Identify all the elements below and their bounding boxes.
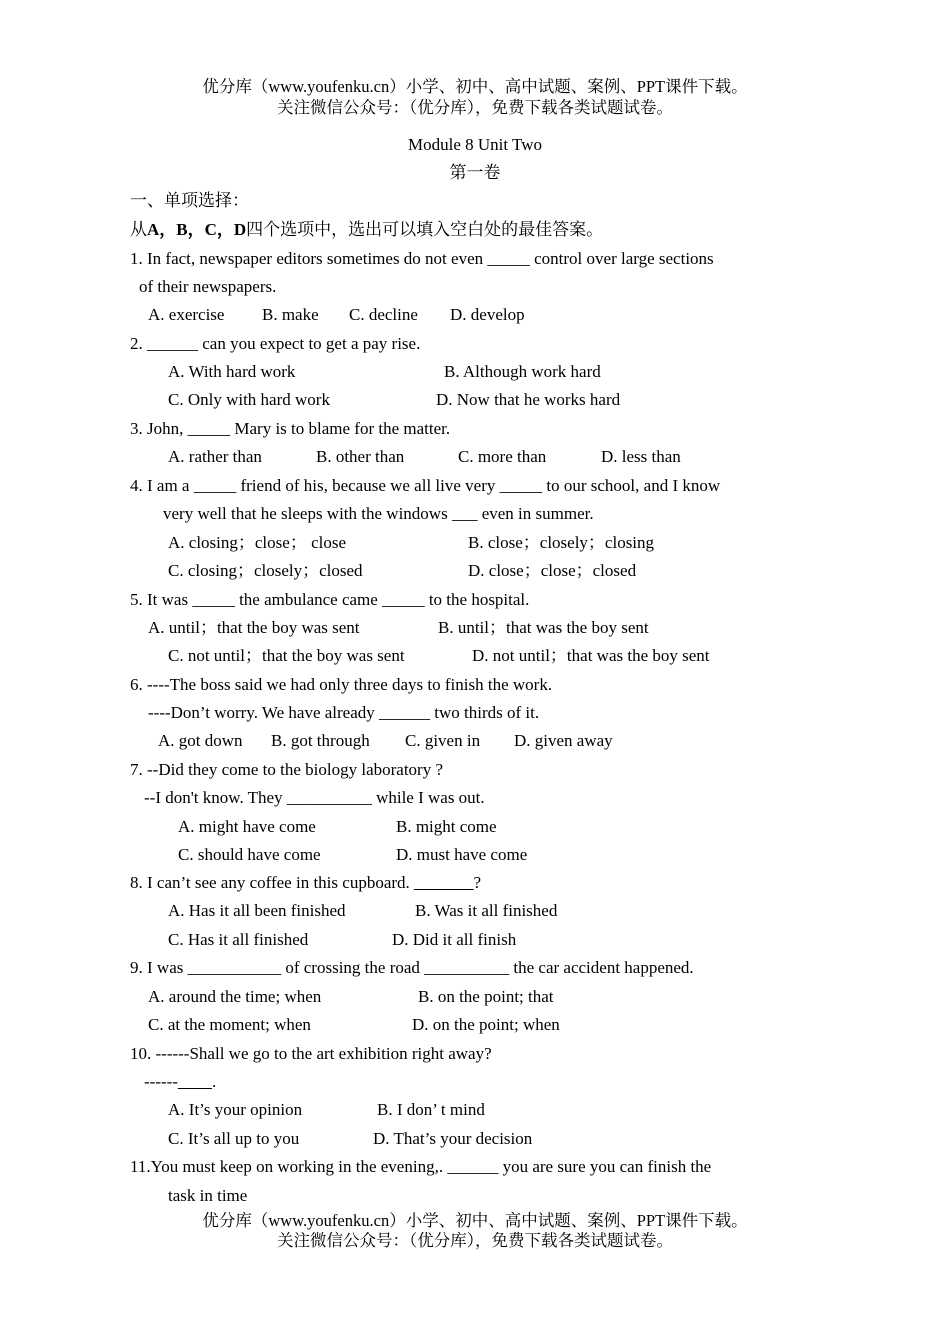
question-8-text [130,873,481,893]
question-8-option-c: C. Has it all finished [168,930,309,949]
question-4-text-cont: very well that he sleeps with the windows ___ even in summer. [163,504,594,523]
question-3-text: 3. John, _____ Mary is to blame for the matter. [130,419,451,438]
question-11-text: 11.You must keep on working in the evening,. ______ you are sure you can finish the [130,1157,712,1176]
question-5-text: 5. It was _____ the ambulance came _____ to the hospital. [130,590,530,609]
question-1-option-b: B. make [262,305,319,324]
question-1-option-c: C. decline [349,305,418,324]
section-instruction [130,220,603,240]
question-7-option-a: A. might have come [178,817,316,836]
question-10-option-b: B. I don’ t mind [377,1100,485,1119]
question-3-option-d: D. less than [601,447,681,466]
question-7-text: 7. --Did they come to the biology laboratory ? [130,760,443,779]
question-6-option-a: A. got down [158,731,243,750]
question-10-blank: ____ [177,1072,212,1091]
question-1-text-cont: of their newspapers. [139,277,277,296]
question-2-option-c: C. Only with hard work [168,390,330,409]
question-10-option-d: D. That’s your decision [373,1129,533,1148]
question-3-option-b: B. other than [316,447,405,466]
question-10-text-cont [144,1072,216,1092]
instruction-letters: A，B，C，D [147,220,247,239]
question-7-option-b: B. might come [396,817,497,836]
volume-label: 第一卷 [449,163,501,182]
question-2-text: 2. ______ can you expect to get a pay rise. [130,334,421,353]
question-9-text: 9. I was ___________ of crossing the road __________ the car accident happened. [130,958,694,977]
question-8-blank: _______ [414,873,474,892]
instruction-post: 四个选项中，选出可以填入空白处的最佳答案。 [246,220,604,239]
question-5-option-c: C. not until；that the boy was sent [168,646,405,665]
question-8-end: ? [473,873,482,892]
question-11-text-cont: task in time [168,1186,248,1205]
question-8-option-b: B. Was it all finished [415,901,558,920]
question-5-option-a: A. until；that the boy was sent [148,618,360,637]
question-9-option-b: B. on the point; that [418,987,554,1006]
footer-line-2: 关注微信公众号：（优分库），免费下载各类试题试卷。 [277,1231,673,1250]
question-7-text-cont: --I don't know. They __________ while I was out. [144,788,485,807]
question-10-option-c: C. It’s all up to you [168,1129,300,1148]
question-8-option-d: D. Did it all finish [392,930,517,949]
question-4-option-a: A. closing；close； close [168,533,346,552]
page-title: Module 8 Unit Two [407,135,543,154]
question-7-option-d: D. must have come [396,845,528,864]
question-4-option-b: B. close；closely；closing [468,533,655,552]
question-6-text: 6. ----The boss said we had only three days to finish the work. [130,675,553,694]
question-6-option-d: D. given away [514,731,613,750]
question-3-option-c: C. more than [458,447,547,466]
question-10-dashes: ------ [144,1072,178,1091]
question-10-text: 10. ------Shall we go to the art exhibition right away? [130,1044,492,1063]
question-5-option-d: D. not until；that was the boy sent [472,646,710,665]
question-1-text: 1. In fact, newspaper editors sometimes do not even _____ control over large sections [130,249,714,268]
question-9-option-a: A. around the time; when [148,987,322,1006]
question-6-option-c: C. given in [405,731,481,750]
question-6-text-cont: ----Don’t worry. We have already ______ two thirds of it. [148,703,540,722]
question-2-option-d: D. Now that he works hard [436,390,621,409]
question-8-stem: 8. I can’t see any coffee in this cupboard. [130,873,415,892]
question-9-option-d: D. on the point; when [412,1015,560,1034]
question-9-option-c: C. at the moment; when [148,1015,311,1034]
question-1-option-a: A. exercise [148,305,225,324]
section-heading: 一、单项选择： [130,191,249,210]
question-2-option-a: A. With hard work [168,362,296,381]
question-4-option-d: D. close；close；closed [468,561,637,580]
header-line-1: 优分库（www.youfenku.cn）小学、初中、高中试题、案例、PPT课件下载。 [202,77,748,96]
question-5-option-b: B. until；that was the boy sent [438,618,649,637]
question-8-option-a: A. Has it all been finished [168,901,346,920]
instruction-pre: 从 [130,220,147,239]
question-10-option-a: A. It’s your opinion [168,1100,303,1119]
question-10-end: . [211,1072,217,1091]
footer-line-1: 优分库（www.youfenku.cn）小学、初中、高中试题、案例、PPT课件下载。 [202,1211,748,1230]
question-1-option-d: D. develop [450,305,525,324]
question-2-option-b: B. Although work hard [444,362,601,381]
question-4-text: 4. I am a _____ friend of his, because we all live very _____ to our school, and I know [130,476,721,495]
question-4-option-c: C. closing；closely；closed [168,561,363,580]
question-3-option-a: A. rather than [168,447,262,466]
header-line-2: 关注微信公众号：（优分库），免费下载各类试题试卷。 [277,98,673,117]
question-7-option-c: C. should have come [178,845,321,864]
question-6-option-b: B. got through [271,731,370,750]
